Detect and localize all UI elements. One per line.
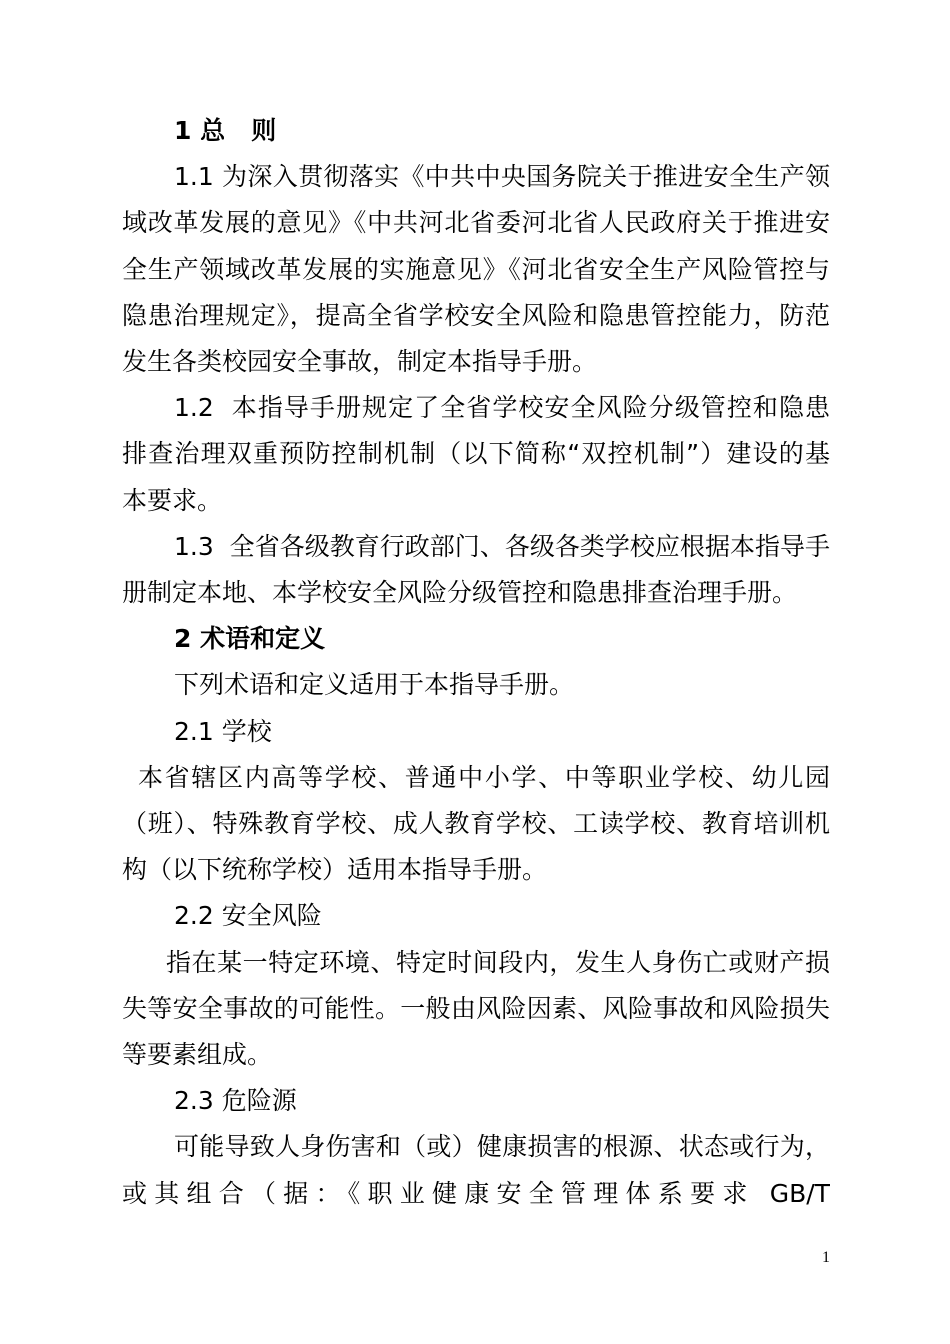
text-line: 隐患治理规定》，提高全省学校安全风险和隐患管控能力，防范 <box>122 301 830 330</box>
text-line: 全生产领域改革发展的实施意见》《河北省安全生产风险管控与 <box>122 255 830 284</box>
text-line: 指在某一特定环境、特定时间段内，发生人身伤亡或财产损 <box>166 948 830 977</box>
text-line: 构（以下统称学校）适用本指导手册。 <box>122 855 548 884</box>
text-line: 或其组合（据：《职业健康安全管理体系要求 GB/T <box>122 1179 830 1208</box>
text-line: 1.2 本指导手册规定了全省学校安全风险分级管控和隐患 <box>174 393 830 422</box>
text-line: 等要素组成。 <box>122 1040 273 1069</box>
text-line: 可能导致人身伤害和（或）健康损害的根源、状态或行为， <box>174 1132 830 1161</box>
text-line: 下列术语和定义适用于本指导手册。 <box>174 670 575 699</box>
section-heading: 2 术语和定义 <box>174 624 326 653</box>
text-line: （班）、特殊教育学校、成人教育学校、工读学校、教育培训机 <box>122 809 830 838</box>
text-line: 2.2 安全风险 <box>174 901 322 930</box>
text-line: 1.1 为深入贯彻落实《中共中央国务院关于推进安全生产领 <box>174 162 830 191</box>
text-line: 域改革发展的意见》《中共河北省委河北省人民政府关于推进安 <box>122 208 830 237</box>
text-line: 发生各类校园安全事故，制定本指导手册。 <box>122 347 598 376</box>
text-line: 失等安全事故的可能性。一般由风险因素、风险事故和风险损失 <box>122 994 830 1023</box>
page-number: 1 <box>822 1249 830 1266</box>
text-line: 册制定本地、本学校安全风险分级管控和隐患排查治理手册。 <box>122 578 798 607</box>
section-heading: 1 总 则 <box>174 116 277 145</box>
text-line: 排查治理双重预防控制机制（以下简称“双控机制”）建设的基 <box>122 439 830 468</box>
text-line: 本省辖区内高等学校、普通中小学、中等职业学校、幼儿园 <box>138 763 830 792</box>
text-line: 本要求。 <box>122 486 223 515</box>
text-line: 1.3 全省各级教育行政部门、各级各类学校应根据本指导手 <box>174 532 830 561</box>
text-line: 2.1 学校 <box>174 717 272 746</box>
text-line: 2.3 危险源 <box>174 1086 297 1115</box>
